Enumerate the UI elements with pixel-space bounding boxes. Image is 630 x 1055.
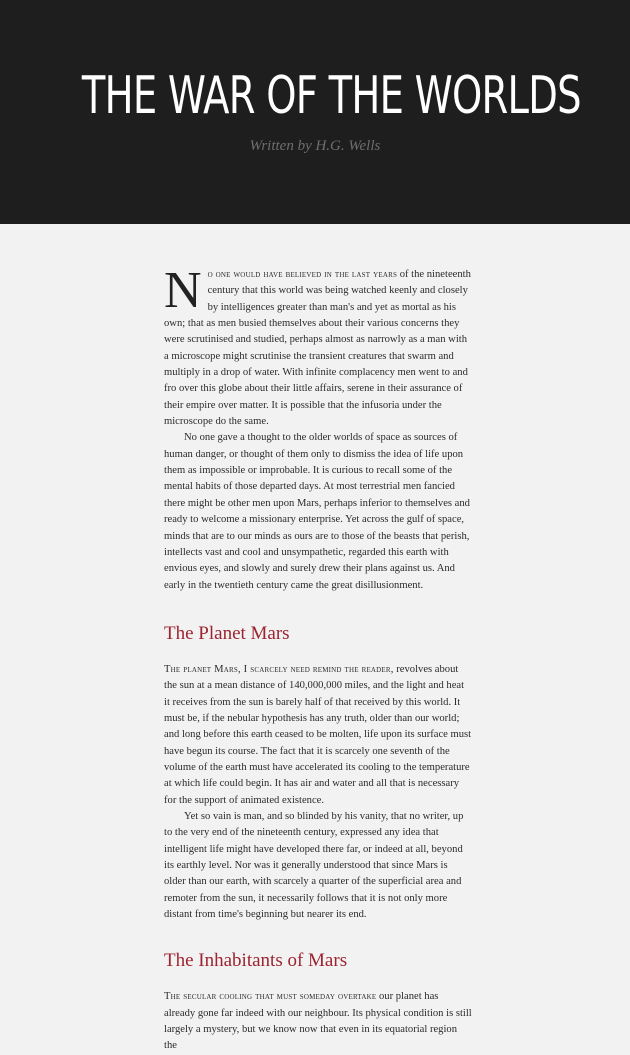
intro-lead-in: o one would have believed in the last years [207, 269, 398, 280]
inhabitants-lead-in: The secular cooling that must someday overtake [164, 991, 377, 1003]
planet-text-1: revolves about the sun at a mean distance of 140,000,000 miles, and the light and heat it receives from the sun is barely half of that received by this world. It must be, if the nebular hypothesis has any truth, older than our world; and long before this earth ceased to be molten, life upon its surface must have begun its course. The fact that it is scarcely one seventh of the volume of the earth must have accelerated its cooling to the temperature at which life could begin. It has air and water and all that is necessary for the support of animated existence. [164, 663, 472, 806]
section-heading-planet-mars: The Planet Mars [164, 622, 290, 644]
intro-text-1: of the nineteenth century that this world was being watched keenly and closely by intelligences greater than man's and yet as mortal as his own; that as men busied themselves about their various concerns they were scrutinised and studied, perhaps almost as narrowly as a man with a microscope might scrutinise the transient creatures that swarm and multiply in a drop of water. With infinite complacency men went to and fro over this globe about their little affairs, serene in their assurance of their empire over matter. It is possible that the infusoria under the microscope do the same. [164, 269, 471, 428]
intro-paragraph-1 [164, 262, 472, 430]
drop-cap: N [164, 262, 202, 319]
section-heading-inhabitants: The Inhabitants of Mars [164, 950, 348, 972]
inhabitants-text-1: our planet has already gone far indeed with our neighbour. Its physical condition is still largely a mystery, but we know now that even in its equatorial region the [164, 991, 472, 1052]
inhabitants-paragraph-1 [164, 989, 472, 1054]
article-body [164, 224, 472, 1055]
planet-paragraph-2: Yet so vain is man, and so blinded by his vanity, that no writer, up to the very end of the nineteenth century, expressed any idea that intelligent life might have developed there far, or indeed at all, beyond its earthly level. Nor was it generally understood that since Mars is older than our earth, with scarcely a quarter of the superficial area and remoter from the sun, it necessarily follows that it is not only more distant from time's beginning but nearer its end. [164, 810, 464, 921]
title-banner [0, 0, 630, 224]
planet-lead-in: The planet Mars, I scarcely need remind the reader, [164, 663, 394, 675]
author-byline: Written by H.G. Wells [249, 138, 381, 154]
book-title: THE WAR OF THE WORLDS [81, 66, 581, 126]
intro-paragraph-2: No one gave a thought to the older worlds of space as sources of human danger, or thought of them only to dismiss the idea of life upon them as impossible or improbable. It is curious to recall some of the mental habits of those departed days. At most terrestrial men fancied there might be other men upon Mars, perhaps inferior to themselves and ready to welcome a missionary enterprise. Yet across the gulf of space, minds that are to our minds as ours are to those of the beasts that perish, intellects vast and cool and unsympathetic, regarded this earth with envious eyes, and slowly and surely drew their plans against us. And early in the twentieth century came the great disillusionment. [164, 432, 470, 591]
planet-paragraph-1 [164, 662, 472, 809]
